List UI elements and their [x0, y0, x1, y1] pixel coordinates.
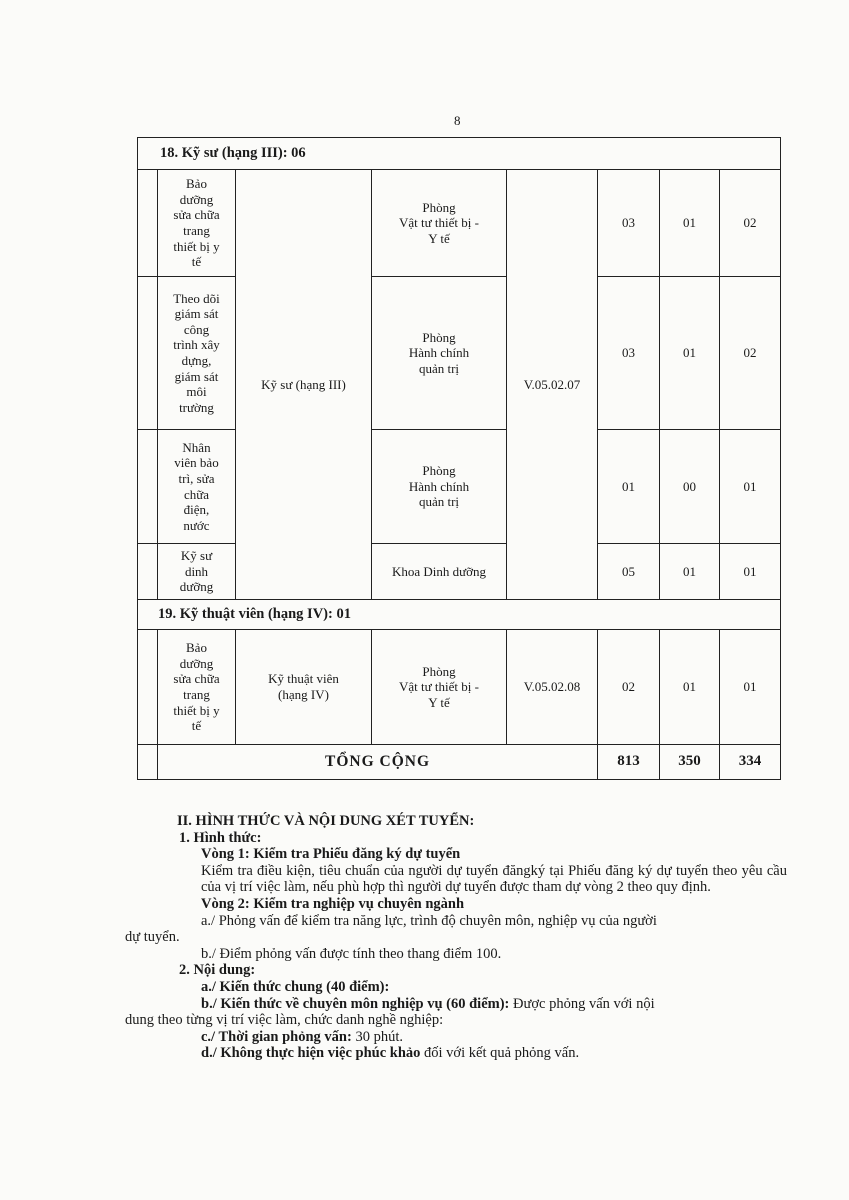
content-item-c	[177, 1029, 787, 1046]
count-cell: 01	[720, 544, 781, 600]
empty-cell	[138, 170, 158, 277]
total-count-cell: 813	[598, 745, 660, 780]
section-19-row	[138, 600, 781, 630]
count-cell: 02	[720, 170, 781, 277]
round-2-item-b: b./ Điểm phỏng vấn được tính theo thang điểm 100.	[201, 945, 502, 962]
table-row	[138, 170, 781, 277]
content-item-a: a./ Kiến thức chung (40 điểm):	[201, 978, 390, 995]
content-item-b	[177, 996, 787, 1013]
count-cell: 03	[598, 277, 660, 430]
empty-cell	[138, 630, 158, 745]
job-title-cell: Bảo dưỡng sửa chữa trang thiết bị y tế	[158, 170, 236, 277]
subheading-content: 2. Nội dung:	[179, 962, 256, 979]
round-1-body-text: Kiểm tra điều kiện, tiêu chuẩn của người dự tuyển đăngký tại Phiếu đăng ký dự tuyển theo yêu cầu của vị trí việc làm, nếu phù hợp thì người dự tuyển được tham dự vòng 2 theo quy định.	[201, 862, 787, 896]
count-cell: 01	[720, 630, 781, 745]
page-number: 8	[454, 113, 461, 128]
content-item-c-bold: c./ Thời gian phỏng vấn:	[201, 1028, 352, 1045]
table-row	[138, 544, 781, 600]
count-cell: 00	[660, 430, 720, 544]
department-cell: Khoa Dinh dưỡng	[372, 544, 507, 600]
content-item-d-rest: đối với kết quả phỏng vấn.	[420, 1045, 580, 1062]
empty-cell	[138, 745, 158, 780]
department-cell: Phòng Hành chính quản trị	[372, 430, 507, 544]
position-cell: Kỹ thuật viên (hạng IV)	[236, 630, 372, 745]
table-row	[138, 630, 781, 745]
count-cell: 01	[660, 544, 720, 600]
job-title-cell: Nhân viên bảo trì, sửa chữa điện, nước	[158, 430, 236, 544]
code-cell: V.05.02.08	[507, 630, 598, 745]
total-count-cell: 334	[720, 745, 781, 780]
section-18-row	[138, 138, 781, 170]
section-19-title: 19. Kỹ thuật viên (hạng IV): 01	[138, 600, 781, 630]
table-row	[138, 430, 781, 544]
count-cell: 02	[720, 277, 781, 430]
subheading-form: 1. Hình thức:	[179, 829, 262, 846]
department-cell: Phòng Vật tư thiết bị - Y tế	[372, 630, 507, 745]
total-count-cell: 350	[660, 745, 720, 780]
job-title-cell: Bảo dưỡng sửa chữa trang thiết bị y tế	[158, 630, 236, 745]
job-title-cell: Kỹ sư dinh dưỡng	[158, 544, 236, 600]
code-cell: V.05.02.07	[507, 170, 598, 600]
content-item-b-rest: Được phỏng vấn với nội	[509, 995, 655, 1012]
total-row	[138, 745, 781, 780]
position-cell: Kỹ sư (hạng III)	[236, 170, 372, 600]
empty-cell	[138, 544, 158, 600]
round-1-body	[125, 863, 787, 896]
count-cell: 02	[598, 630, 660, 745]
count-cell: 01	[660, 170, 720, 277]
count-cell: 01	[660, 630, 720, 745]
count-cell: 01	[598, 430, 660, 544]
content-item-d-bold: d./ Không thực hiện việc phúc khảo	[201, 1045, 421, 1062]
content-item-d	[177, 1045, 787, 1062]
round-2-item-a-cont: dự tuyển.	[125, 929, 180, 946]
recruitment-table	[137, 137, 781, 780]
table-row	[138, 277, 781, 430]
content-item-c-rest: 30 phút.	[351, 1028, 403, 1045]
total-label: TỔNG CỘNG	[158, 745, 598, 780]
count-cell: 01	[660, 277, 720, 430]
department-cell: Phòng Vật tư thiết bị - Y tế	[372, 170, 507, 277]
section-ii	[125, 813, 787, 1062]
round-2-item-a: a./ Phỏng vấn để kiểm tra năng lực, trình độ chuyên môn, nghiệp vụ của người	[201, 912, 657, 929]
section-18-title: 18. Kỹ sư (hạng III): 06	[138, 138, 781, 170]
job-title-cell: Theo dõi giám sát công trình xây dựng, giám sát môi trường	[158, 277, 236, 430]
content-item-b-cont: dung theo từng vị trí việc làm, chức danh nghề nghiệp:	[125, 1012, 444, 1029]
content-item-b-bold: b./ Kiến thức về chuyên môn nghiệp vụ (60 điểm):	[201, 995, 510, 1012]
round-1-title: Vòng 1: Kiểm tra Phiếu đăng ký dự tuyển	[201, 846, 461, 863]
count-cell: 05	[598, 544, 660, 600]
department-cell: Phòng Hành chính quản trị	[372, 277, 507, 430]
empty-cell	[138, 277, 158, 430]
section-heading: II. HÌNH THỨC VÀ NỘI DUNG XÉT TUYỂN:	[177, 813, 475, 829]
round-2-title: Vòng 2: Kiểm tra nghiệp vụ chuyên ngành	[201, 895, 465, 912]
count-cell: 01	[720, 430, 781, 544]
count-cell: 03	[598, 170, 660, 277]
empty-cell	[138, 430, 158, 544]
